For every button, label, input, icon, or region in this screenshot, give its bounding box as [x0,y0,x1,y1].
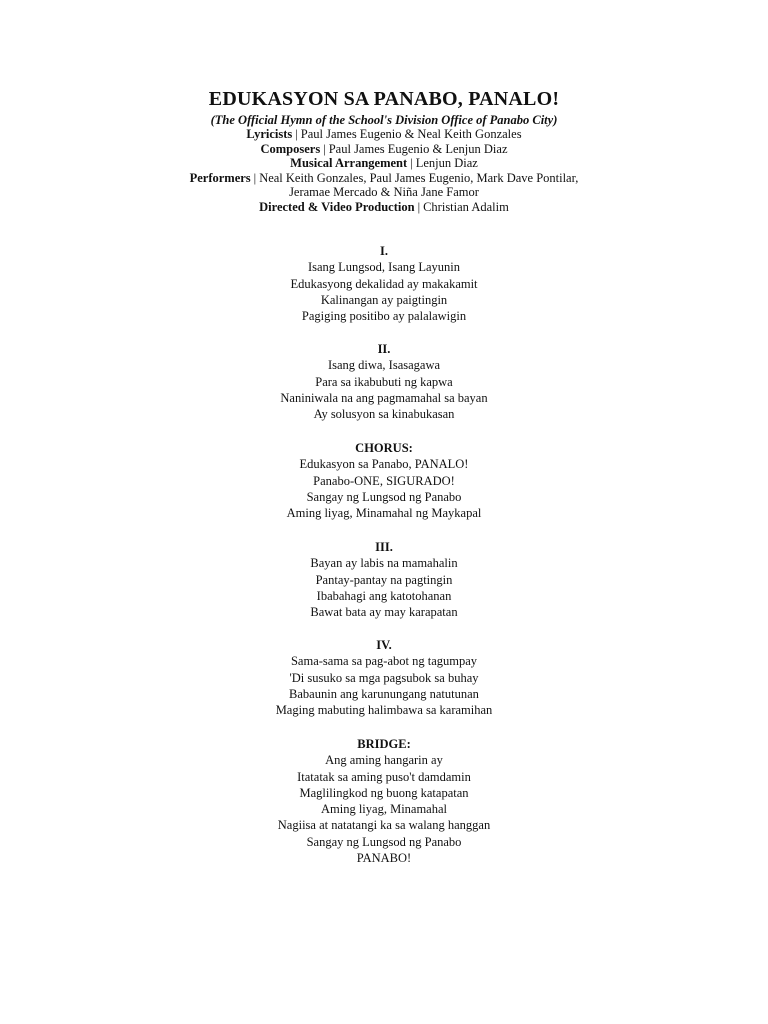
credit-label: Composers [260,141,321,156]
credit-label: Directed & Video Production [259,199,415,214]
lyric-line: Nagiisa at natatangi ka sa walang hanggan [277,818,491,833]
credit-performers [0,171,768,186]
stanza-heading: CHORUS: [355,441,413,455]
lyric-line: Sama-sama sa pag-abot ng tagumpay [290,654,478,669]
document-title: EDUKASYON SA PANABO, PANALO! [208,88,560,110]
lyric-line: Sangay ng Lungsod ng Panabo [306,489,462,504]
lyric-line: Bawat bata ay may karapatan [310,605,458,620]
stanza-verse-4 [0,637,768,718]
lyric-line: Edukasyong dekalidad ay makakamit [290,276,478,291]
stanza-heading: II. [377,342,391,356]
lyric-line: Pagiging positibo ay palalawigin [301,309,467,324]
credit-value: Lenjun Diaz [415,156,478,170]
lyric-line: Maging mabuting halimbawa sa karamihan [275,703,493,718]
credit-directed-video-production [0,200,768,215]
stanza-heading: IV. [376,638,392,652]
stanza-verse-1 [0,243,768,324]
lyric-line: Bayan ay labis na mamahalin [310,556,458,571]
lyric-line: PANABO! [356,851,412,866]
credit-label: Lyricists [246,127,293,141]
credit-label: Performers [189,170,251,185]
credit-performers-continuation: Jeramae Mercado & Niña Jane Famor [289,185,479,199]
credit-separator: | [295,127,298,141]
lyric-line: Babaunin ang karunungang natutunan [289,686,479,701]
stanza-verse-3 [0,539,768,620]
credit-separator: | [323,141,326,156]
credits-block [0,127,768,214]
document-subtitle: (The Official Hymn of the School's Division Office of Panabo City) [210,113,558,127]
credit-separator: | [253,170,257,185]
lyric-line: Panabo-ONE, SIGURADO! [313,473,455,488]
stanza-chorus [0,440,768,521]
lyric-line: Ay solusyon sa kinabukasan [313,407,455,422]
credit-value: Paul James Eugenio & Neal Keith Gonzales [300,127,522,141]
lyric-line: Itatatak sa aming puso't damdamin [297,769,471,784]
credit-value: Christian Adalim [423,199,509,214]
lyric-line: Ibabahagi ang katotohanan [316,588,452,603]
stanza-heading: III. [375,540,393,554]
credit-lyricists [0,127,768,142]
lyric-line: Isang Lungsod, Isang Layunin [307,260,461,275]
lyric-line: Ang aming hangarin ay [325,753,443,768]
credit-label: Musical Arrangement [290,156,408,170]
credit-musical-arrangement [0,156,768,171]
stanza-verse-2 [0,341,768,422]
credit-separator: | [417,199,421,214]
stanza-bridge [0,736,768,866]
stanza-heading: BRIDGE: [357,737,411,751]
lyric-line: Aming liyag, Minamahal [320,802,448,817]
lyric-line: Kalinangan ay paigtingin [320,292,448,307]
lyric-line: Naniniwala na ang pagmamahal sa bayan [280,390,488,405]
credit-composers [0,142,768,157]
lyric-line: Para sa ikabubuti ng kapwa [315,374,453,389]
credit-separator: | [410,156,413,170]
lyric-line: 'Di susuko sa mga pagsubok sa buhay [289,670,479,685]
lyric-line: Isang diwa, Isasagawa [327,358,441,373]
credit-value: Neal Keith Gonzales, Paul James Eugenio, Mark Dave Pontilar, [259,170,579,185]
lyric-line: Aming liyag, Minamahal ng Maykapal [286,506,482,521]
lyric-line: Edukasyon sa Panabo, PANALO! [299,457,469,472]
credit-value: Paul James Eugenio & Lenjun Diaz [328,141,508,156]
stanza-heading: I. [380,244,388,258]
lyric-line: Sangay ng Lungsod ng Panabo [306,834,462,849]
lyric-line: Maglilingkod ng buong katapatan [299,785,469,800]
lyric-line: Pantay-pantay na pagtingin [315,572,453,587]
